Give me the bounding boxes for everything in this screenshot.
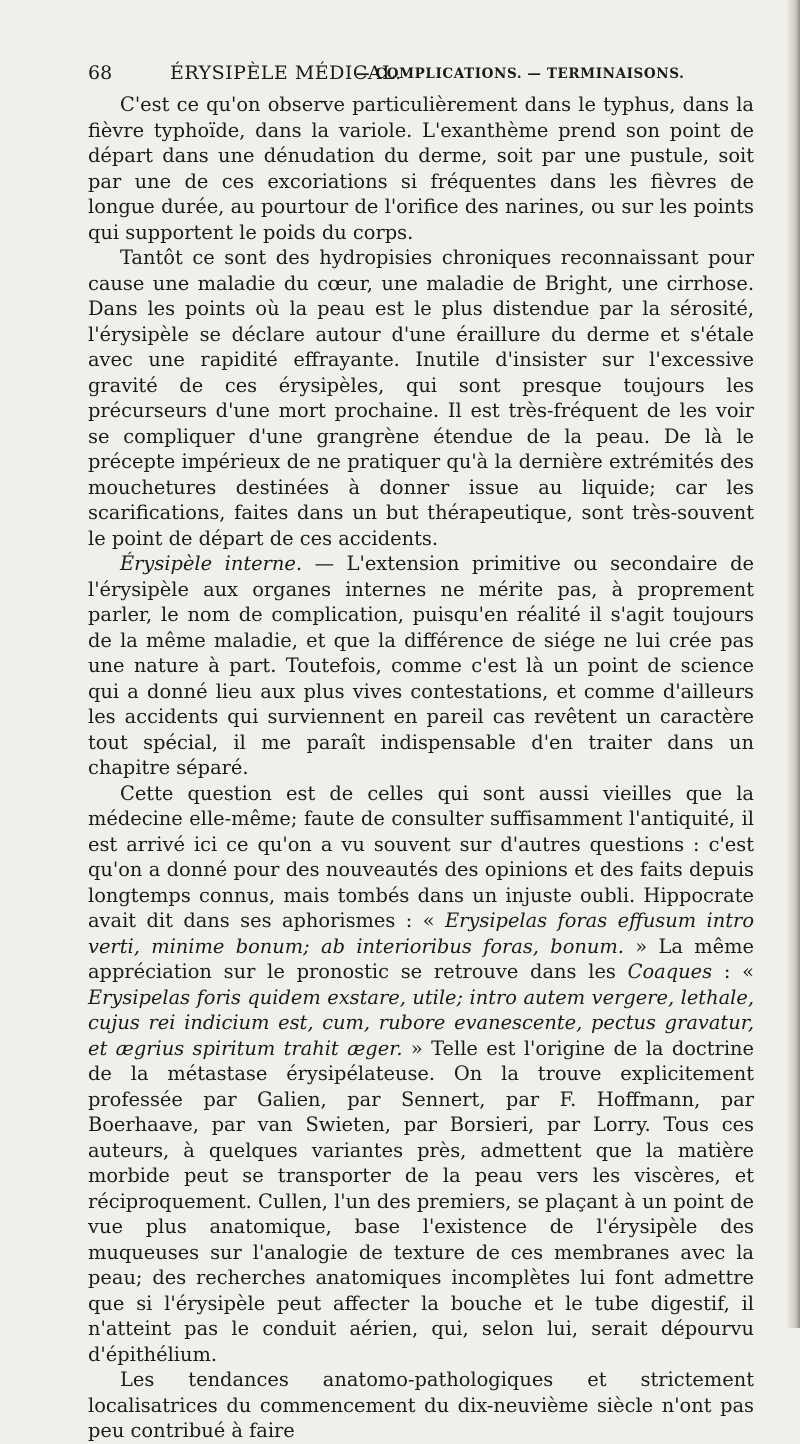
- latin-quote: Erysipelas foras effusum intro verti, minime bonum; ab interioribus foras, bonum.: [88, 909, 754, 958]
- running-subtitle: — COMPLICATIONS. — TERMINAISONS.: [356, 66, 685, 82]
- text-segment: Les tendances anatomo-pathologiques et strictement localisatrices du commencement du dix-neuvième siècle n'ont pas peu contribué à faire: [88, 1368, 754, 1442]
- running-title: ÉRYSIPÈLE MÉDICAL.: [170, 62, 402, 84]
- book-title: Coaques: [627, 960, 713, 983]
- latin-quote: Erysipelas foris quidem exstare, utile; intro autem vergere, lethale, cujus rei indicium est, cum, rubore evanescente, pectus gravatur, et ægrius spiritum trahit æger.: [88, 985, 754, 1060]
- text-segment: : «: [712, 960, 754, 983]
- text-segment: — L'extension primitive ou secondaire de l'érysipèle aux organes internes ne mérite pas, à proprement parler, le nom de complication, puisqu'en réalité il s'agit toujours de la même maladie, et que la différence de siége ne lui crée pas une nature à part. Toutefois, comme c'est là un point de science qui a donné lieu aux plus vives contestations, et comme d'ailleurs les accidents qui surviennent en pareil cas revêtent un caractère tout spécial, il me paraît indispensable d'en traiter dans un chapitre séparé.: [88, 552, 754, 779]
- text-segment: » La même appréciation sur le pronostic se retrouve dans les: [88, 934, 754, 983]
- paragraph: [88, 1367, 754, 1444]
- paragraph: [88, 245, 754, 551]
- text-segment: Tantôt ce sont des hydropisies chroniques reconnaissant pour cause une maladie du cœur, une maladie de Bright, une cirrhose. Dans les points où la peau est le plus distendue par la sérosité, l'érysipèle se déclare autour d'une éraillure du derme et s'étale avec une rapidité effrayante. Inutile d'insister sur l'excessive gravité de ces érysipèles, qui sont presque toujours les précurseurs d'une mort prochaine. Il est très-fréquent de les voir se compliquer d'une grangrène étendue de la peau. De là le précepte impérieux de ne pratiquer qu'à la dernière extrémités des mouchetures destinées à donner issue au liquide; car les scarifications, faites dans un but thérapeutique, sont très-souvent le point de départ de ces accidents.: [88, 246, 754, 550]
- text-segment: Cette question est de celles qui sont aussi vieilles que la médecine elle-même; faute de consulter suffisamment l'antiquité, il est arrivé ici ce qu'on a vu souvent sur d'autres questions : c'est qu'on a donné pour des nouveautés des opinions et des faits depuis longtemps connus, mais tombés dans un injuste oubli. Hippocrate avait dit dans ses aphorismes : «: [88, 781, 754, 932]
- page-edge: [786, 0, 800, 1328]
- section-heading-italic: Érysipèle interne.: [120, 552, 303, 575]
- paragraph: [88, 551, 754, 781]
- text-segment: C'est ce qu'on observe particulièrement dans le typhus, dans la fièvre typhoïde, dans la variole. L'exanthème prend son point de départ dans une dénudation du derme, soit par une pustule, soit par une de ces excoriations si fréquentes dans les fièvres de longue durée, au pourtour de l'orifice des narines, ou sur les points qui supportent le poids du corps.: [88, 93, 754, 244]
- text-segment: » Telle est l'origine de la doctrine de la métastase érysipélateuse. On la trouve explicitement professée par Galien, par Sennert, par F. Hoffmann, par Boerhaave, par van Swieten, par Borsieri, par Lorry. Tous ces auteurs, à quelques variantes près, admettent que la matière morbide peut se transporter de la peau vers les viscères, et réciproquement. Cullen, l'un des premiers, se plaçant à un point de vue plus anatomique, base l'existence de l'érysipèle des muqueuses sur l'analogie de texture de ces membranes avec la peau; des recherches anatomiques incomplètes lui font admettre que si l'érysipèle peut affecter la bouche et le tube digestif, il n'atteint pas le conduit aérien, qui, selon lui, serait dépourvu d'épithélium.: [88, 1036, 754, 1366]
- paragraph: [88, 92, 754, 245]
- paragraph: [88, 781, 754, 1368]
- page-number: 68: [88, 62, 113, 84]
- body-text: [88, 92, 754, 1444]
- running-header: [88, 58, 754, 88]
